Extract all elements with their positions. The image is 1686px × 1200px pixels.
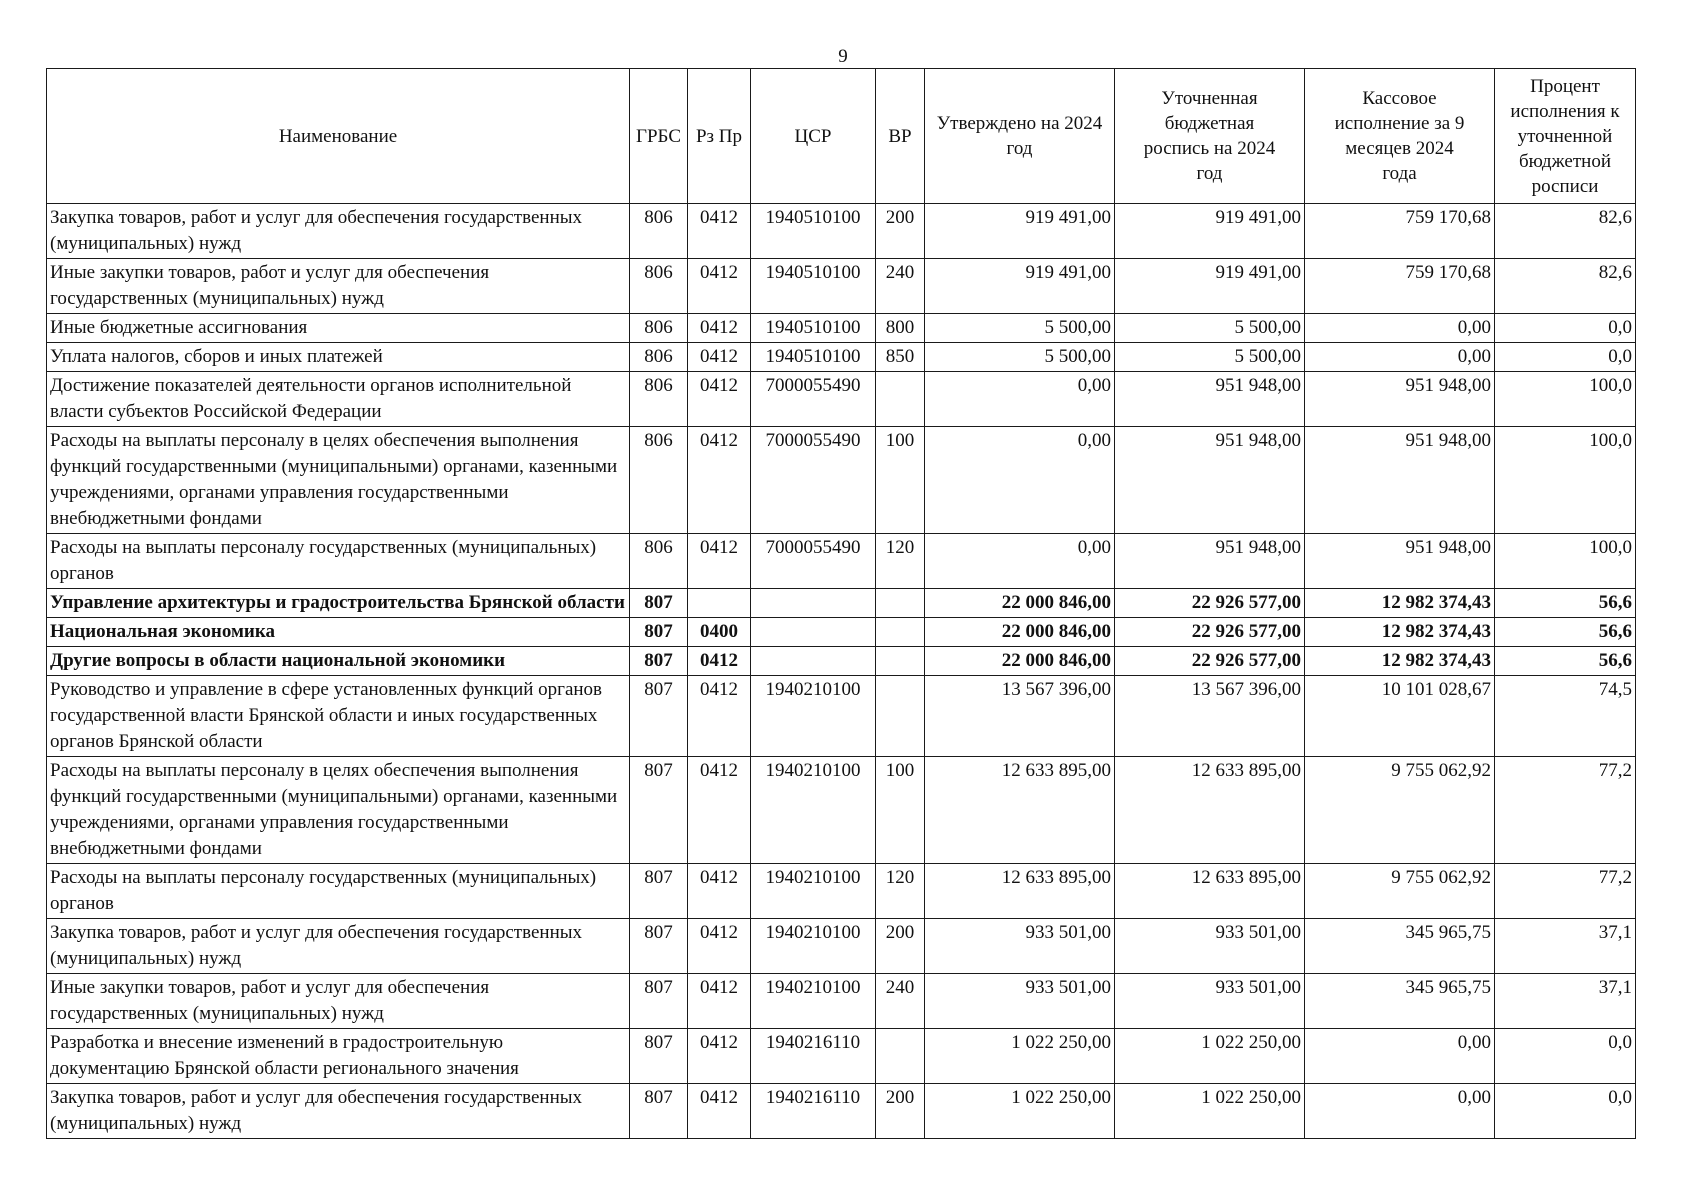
cell-percent: 37,1 — [1495, 974, 1636, 1029]
cell-cash: 759 170,68 — [1305, 204, 1495, 259]
cell-refined: 951 948,00 — [1115, 534, 1305, 589]
cell-vr — [876, 647, 925, 676]
table-row — [47, 259, 1636, 314]
cell-rzpr: 0400 — [688, 618, 751, 647]
cell-grbs: 807 — [630, 1029, 688, 1084]
cell-grbs: 806 — [630, 204, 688, 259]
cell-refined: 13 567 396,00 — [1115, 676, 1305, 757]
cell-rzpr: 0412 — [688, 919, 751, 974]
cell-grbs: 806 — [630, 259, 688, 314]
table-row — [47, 618, 1636, 647]
cell-cash: 10 101 028,67 — [1305, 676, 1495, 757]
cell-rzpr: 0412 — [688, 974, 751, 1029]
cell-name: Иные закупки товаров, работ и услуг для обеспечения государственных (муниципальных) нужд — [47, 974, 630, 1029]
cell-percent: 56,6 — [1495, 589, 1636, 618]
table-row — [47, 864, 1636, 919]
cell-approved: 12 633 895,00 — [925, 757, 1115, 864]
cell-refined: 12 633 895,00 — [1115, 864, 1305, 919]
header-grbs: ГРБС — [630, 69, 688, 204]
cell-name: Закупка товаров, работ и услуг для обеспечения государственных (муниципальных) нужд — [47, 1084, 630, 1139]
cell-name: Иные бюджетные ассигнования — [47, 314, 630, 343]
table-row — [47, 589, 1636, 618]
cell-rzpr: 0412 — [688, 372, 751, 427]
cell-vr: 850 — [876, 343, 925, 372]
header-vr: ВР — [876, 69, 925, 204]
cell-csr: 1940210100 — [751, 919, 876, 974]
table-row — [47, 372, 1636, 427]
cell-name: Расходы на выплаты персоналу в целях обеспечения выполнения функций государственными (муниципальными) органами, казенными учреждениями, органами управления государственными внебюджетными фондами — [47, 757, 630, 864]
cell-approved: 12 633 895,00 — [925, 864, 1115, 919]
cell-name: Закупка товаров, работ и услуг для обеспечения государственных (муниципальных) нужд — [47, 919, 630, 974]
header-refined: Уточненная бюджетная роспись на 2024 год — [1115, 69, 1305, 204]
table-row — [47, 314, 1636, 343]
cell-approved: 22 000 846,00 — [925, 589, 1115, 618]
cell-rzpr: 0412 — [688, 1084, 751, 1139]
cell-name: Уплата налогов, сборов и иных платежей — [47, 343, 630, 372]
table-row — [47, 427, 1636, 534]
cell-cash: 12 982 374,43 — [1305, 589, 1495, 618]
cell-vr: 120 — [876, 534, 925, 589]
cell-percent: 56,6 — [1495, 647, 1636, 676]
cell-vr: 100 — [876, 427, 925, 534]
cell-vr — [876, 1029, 925, 1084]
cell-rzpr: 0412 — [688, 427, 751, 534]
cell-vr: 100 — [876, 757, 925, 864]
cell-approved: 0,00 — [925, 534, 1115, 589]
cell-percent: 0,0 — [1495, 1084, 1636, 1139]
cell-vr — [876, 618, 925, 647]
cell-percent: 82,6 — [1495, 259, 1636, 314]
cell-approved: 22 000 846,00 — [925, 618, 1115, 647]
cell-name: Иные закупки товаров, работ и услуг для обеспечения государственных (муниципальных) нужд — [47, 259, 630, 314]
cell-vr: 240 — [876, 259, 925, 314]
table-row — [47, 1029, 1636, 1084]
cell-cash: 759 170,68 — [1305, 259, 1495, 314]
cell-csr: 7000055490 — [751, 372, 876, 427]
cell-refined: 933 501,00 — [1115, 974, 1305, 1029]
table-header-row — [47, 69, 1636, 204]
cell-grbs: 807 — [630, 757, 688, 864]
cell-name: Расходы на выплаты персоналу в целях обеспечения выполнения функций государственными (муниципальными) органами, казенными учреждениями, органами управления государственными внебюджетными фондами — [47, 427, 630, 534]
page-number: 9 — [838, 46, 848, 67]
cell-name: Руководство и управление в сфере установленных функций органов государственной власти Брянской области и иных государственных органов Брянской области — [47, 676, 630, 757]
cell-cash: 12 982 374,43 — [1305, 618, 1495, 647]
cell-refined: 919 491,00 — [1115, 259, 1305, 314]
cell-grbs: 806 — [630, 314, 688, 343]
cell-percent: 74,5 — [1495, 676, 1636, 757]
cell-grbs: 807 — [630, 974, 688, 1029]
cell-cash: 345 965,75 — [1305, 974, 1495, 1029]
cell-rzpr: 0412 — [688, 757, 751, 864]
cell-percent: 77,2 — [1495, 864, 1636, 919]
cell-refined: 22 926 577,00 — [1115, 647, 1305, 676]
cell-grbs: 806 — [630, 372, 688, 427]
header-rzpr: Рз Пр — [688, 69, 751, 204]
cell-cash: 0,00 — [1305, 1084, 1495, 1139]
header-cash: Кассовое исполнение за 9 месяцев 2024 года — [1305, 69, 1495, 204]
cell-grbs: 807 — [630, 864, 688, 919]
cell-approved: 5 500,00 — [925, 343, 1115, 372]
cell-name: Управление архитектуры и градостроительства Брянской области — [47, 589, 630, 618]
cell-rzpr: 0412 — [688, 259, 751, 314]
cell-percent: 100,0 — [1495, 534, 1636, 589]
cell-cash: 951 948,00 — [1305, 534, 1495, 589]
cell-rzpr: 0412 — [688, 343, 751, 372]
header-approved: Утверждено на 2024 год — [925, 69, 1115, 204]
cell-csr: 1940210100 — [751, 676, 876, 757]
cell-rzpr: 0412 — [688, 534, 751, 589]
cell-approved: 22 000 846,00 — [925, 647, 1115, 676]
header-name: Наименование — [47, 69, 630, 204]
cell-grbs: 806 — [630, 427, 688, 534]
table-body — [47, 204, 1636, 1139]
cell-refined: 12 633 895,00 — [1115, 757, 1305, 864]
cell-rzpr: 0412 — [688, 864, 751, 919]
cell-approved: 919 491,00 — [925, 259, 1115, 314]
cell-name: Закупка товаров, работ и услуг для обеспечения государственных (муниципальных) нужд — [47, 204, 630, 259]
cell-cash: 12 982 374,43 — [1305, 647, 1495, 676]
cell-approved: 5 500,00 — [925, 314, 1115, 343]
cell-csr — [751, 618, 876, 647]
cell-cash: 951 948,00 — [1305, 372, 1495, 427]
table-row — [47, 343, 1636, 372]
cell-grbs: 807 — [630, 1084, 688, 1139]
cell-csr: 7000055490 — [751, 534, 876, 589]
cell-cash: 0,00 — [1305, 1029, 1495, 1084]
cell-approved: 933 501,00 — [925, 974, 1115, 1029]
cell-percent: 100,0 — [1495, 427, 1636, 534]
cell-percent: 56,6 — [1495, 618, 1636, 647]
cell-vr — [876, 676, 925, 757]
cell-percent: 77,2 — [1495, 757, 1636, 864]
cell-csr: 1940210100 — [751, 864, 876, 919]
cell-grbs: 806 — [630, 534, 688, 589]
cell-cash: 951 948,00 — [1305, 427, 1495, 534]
cell-grbs: 807 — [630, 618, 688, 647]
cell-percent: 0,0 — [1495, 314, 1636, 343]
table-row — [47, 534, 1636, 589]
cell-percent: 37,1 — [1495, 919, 1636, 974]
table-row — [47, 1084, 1636, 1139]
cell-vr: 240 — [876, 974, 925, 1029]
cell-rzpr: 0412 — [688, 204, 751, 259]
cell-cash: 9 755 062,92 — [1305, 864, 1495, 919]
cell-csr — [751, 647, 876, 676]
cell-grbs: 807 — [630, 589, 688, 618]
cell-name: Расходы на выплаты персоналу государственных (муниципальных) органов — [47, 864, 630, 919]
table-row — [47, 757, 1636, 864]
cell-refined: 22 926 577,00 — [1115, 589, 1305, 618]
cell-refined: 5 500,00 — [1115, 343, 1305, 372]
cell-percent: 82,6 — [1495, 204, 1636, 259]
cell-csr: 7000055490 — [751, 427, 876, 534]
cell-refined: 1 022 250,00 — [1115, 1029, 1305, 1084]
cell-name: Разработка и внесение изменений в градостроительную документацию Брянской области регионального значения — [47, 1029, 630, 1084]
cell-csr: 1940216110 — [751, 1029, 876, 1084]
cell-name: Национальная экономика — [47, 618, 630, 647]
cell-vr: 800 — [876, 314, 925, 343]
cell-csr: 1940510100 — [751, 314, 876, 343]
cell-approved: 1 022 250,00 — [925, 1084, 1115, 1139]
cell-refined: 951 948,00 — [1115, 372, 1305, 427]
budget-execution-table — [46, 68, 1636, 1139]
table-row — [47, 647, 1636, 676]
cell-percent: 0,0 — [1495, 1029, 1636, 1084]
cell-rzpr: 0412 — [688, 314, 751, 343]
cell-approved: 1 022 250,00 — [925, 1029, 1115, 1084]
cell-vr — [876, 589, 925, 618]
cell-vr: 120 — [876, 864, 925, 919]
cell-csr: 1940216110 — [751, 1084, 876, 1139]
cell-name: Расходы на выплаты персоналу государственных (муниципальных) органов — [47, 534, 630, 589]
cell-grbs: 807 — [630, 676, 688, 757]
cell-grbs: 806 — [630, 343, 688, 372]
table-row — [47, 204, 1636, 259]
cell-refined: 933 501,00 — [1115, 919, 1305, 974]
cell-approved: 933 501,00 — [925, 919, 1115, 974]
cell-refined: 951 948,00 — [1115, 427, 1305, 534]
cell-percent: 0,0 — [1495, 343, 1636, 372]
cell-rzpr: 0412 — [688, 676, 751, 757]
table-row — [47, 974, 1636, 1029]
cell-rzpr — [688, 589, 751, 618]
cell-cash: 0,00 — [1305, 314, 1495, 343]
table-row — [47, 919, 1636, 974]
cell-grbs: 807 — [630, 647, 688, 676]
cell-refined: 22 926 577,00 — [1115, 618, 1305, 647]
cell-approved: 919 491,00 — [925, 204, 1115, 259]
cell-refined: 919 491,00 — [1115, 204, 1305, 259]
cell-csr: 1940510100 — [751, 343, 876, 372]
table-row — [47, 676, 1636, 757]
cell-vr: 200 — [876, 1084, 925, 1139]
cell-vr — [876, 372, 925, 427]
cell-vr: 200 — [876, 919, 925, 974]
cell-vr: 200 — [876, 204, 925, 259]
cell-approved: 0,00 — [925, 372, 1115, 427]
cell-percent: 100,0 — [1495, 372, 1636, 427]
header-percent: Процент исполнения к уточненной бюджетной росписи — [1495, 69, 1636, 204]
cell-cash: 0,00 — [1305, 343, 1495, 372]
cell-refined: 1 022 250,00 — [1115, 1084, 1305, 1139]
cell-cash: 345 965,75 — [1305, 919, 1495, 974]
cell-cash: 9 755 062,92 — [1305, 757, 1495, 864]
cell-approved: 13 567 396,00 — [925, 676, 1115, 757]
cell-name: Другие вопросы в области национальной экономики — [47, 647, 630, 676]
cell-csr: 1940210100 — [751, 974, 876, 1029]
cell-refined: 5 500,00 — [1115, 314, 1305, 343]
cell-name: Достижение показателей деятельности органов исполнительной власти субъектов Российской Федерации — [47, 372, 630, 427]
cell-csr: 1940510100 — [751, 204, 876, 259]
cell-rzpr: 0412 — [688, 647, 751, 676]
cell-csr: 1940510100 — [751, 259, 876, 314]
header-csr: ЦСР — [751, 69, 876, 204]
cell-rzpr: 0412 — [688, 1029, 751, 1084]
cell-approved: 0,00 — [925, 427, 1115, 534]
cell-grbs: 807 — [630, 919, 688, 974]
cell-csr — [751, 589, 876, 618]
cell-csr: 1940210100 — [751, 757, 876, 864]
